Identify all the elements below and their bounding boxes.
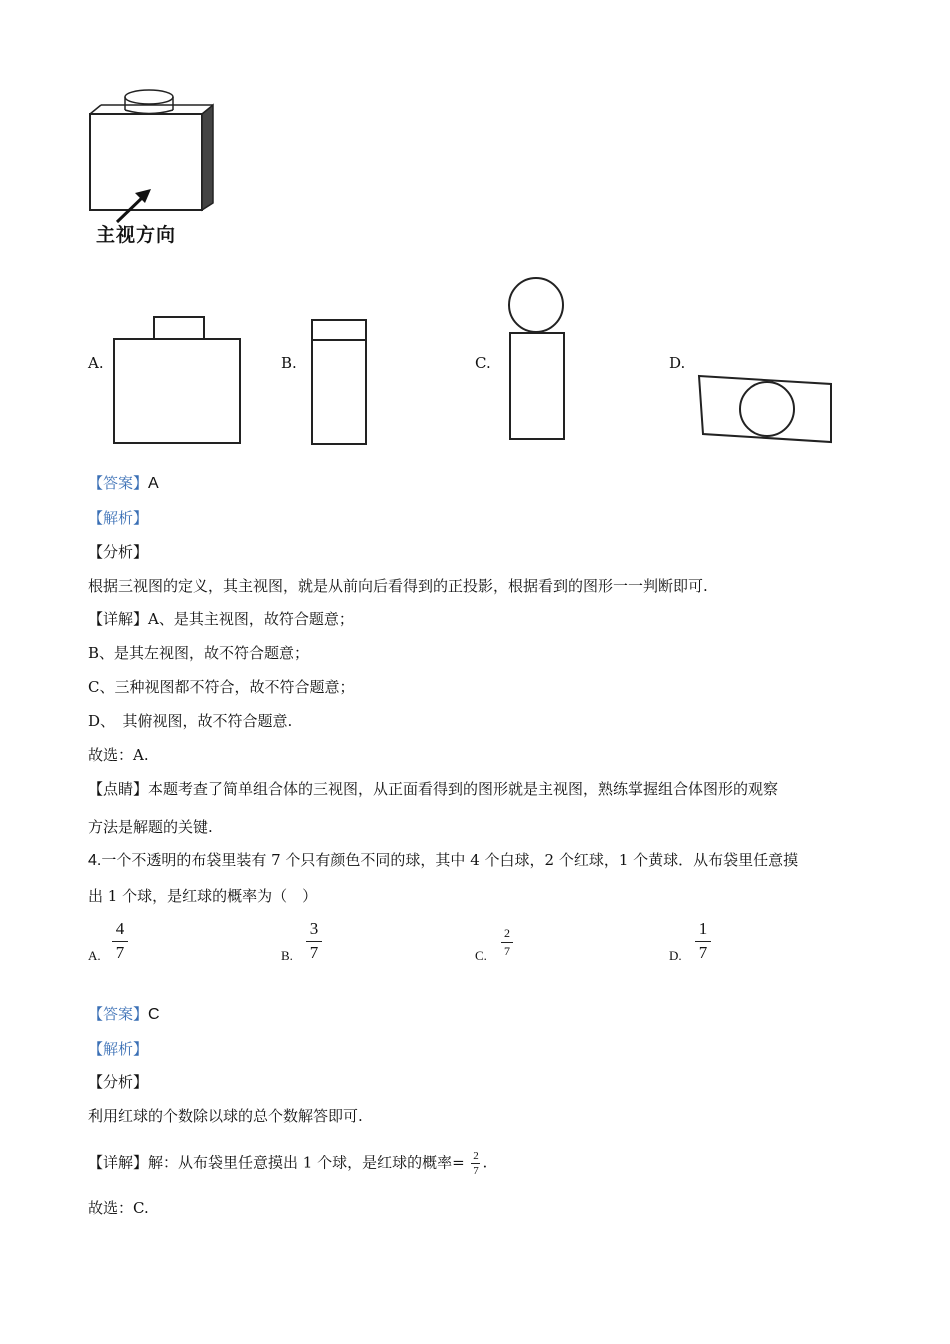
- q4-answer-line: [88, 1004, 160, 1025]
- q4-option-c-num: 2: [504, 926, 510, 940]
- option-d-figure: [697, 370, 837, 450]
- q3-comment-line-1: 【点睛】本题考查了简单组合体的三视图，从正面看得到的图形就是主视图，熟练掌握组合体图形的观察: [88, 780, 779, 798]
- q4-detail-num: 2: [473, 1150, 479, 1162]
- q4-stem-line-1: [88, 850, 798, 871]
- option-c-figure: [505, 275, 575, 445]
- q4-option-a-fraction: [112, 920, 128, 962]
- q4-fenxi-text: 利用红球的个数除以球的总个数解答即可.: [88, 1107, 363, 1125]
- q4-option-b-fraction: [306, 920, 322, 962]
- q4-stem-line-2: 出 1 个球，是红球的概率为（ ）: [88, 887, 318, 905]
- q3-fenxi-text: 根据三视图的定义，其主视图，就是从前向后看得到的正投影，根据看到的图形一一判断即可.: [88, 577, 708, 595]
- solid-figure: [85, 85, 225, 215]
- q4-choice: 故选：C.: [88, 1199, 149, 1217]
- view-direction-label: 主视方向: [96, 225, 177, 246]
- q4-option-d-den: 7: [698, 942, 708, 962]
- q4-detail-fraction: [471, 1150, 480, 1177]
- q3-detail-line-4: D、 其俯视图，故不符合题意.: [88, 712, 293, 730]
- q4-analysis-tag: 【解析】: [88, 1040, 149, 1058]
- q4-answer-value: C: [148, 1006, 160, 1023]
- q4-option-d-num: 1: [698, 919, 708, 938]
- q4-detail-prefix: 【详解】解：从布袋里任意摸出 1 个球，是红球的概率=: [88, 1153, 465, 1172]
- option-c-label: C.: [475, 354, 491, 372]
- q3-answer-tag: 【答案】: [88, 474, 149, 492]
- q4-option-b-label: B.: [281, 948, 293, 963]
- q3-answer-value: A: [148, 475, 159, 492]
- q4-option-c-label: C.: [475, 948, 487, 963]
- q3-detail-line-1: 【详解】A、是其主视图，故符合题意；: [88, 610, 354, 628]
- q4-option-d-label: D.: [669, 948, 682, 963]
- q4-option-d-fraction: [695, 920, 711, 962]
- q3-detail-line-3: C、三种视图都不符合，故不符合题意；: [88, 678, 355, 696]
- option-a-figure: [112, 315, 242, 445]
- q4-fenxi-tag: 【分析】: [88, 1073, 149, 1091]
- q3-fenxi-tag: 【分析】: [88, 543, 149, 561]
- q3-analysis-tag: 【解析】: [88, 509, 149, 527]
- q3-detail-line-2: B、是其左视图，故不符合题意；: [88, 644, 310, 662]
- q4-detail-den: 7: [473, 1165, 479, 1178]
- q4-option-a-den: 7: [115, 942, 125, 962]
- q4-option-c-fraction: [501, 927, 513, 958]
- q4-option-b-num: 3: [309, 919, 319, 938]
- option-b-label: B.: [281, 354, 297, 372]
- q4-option-b-den: 7: [309, 942, 319, 962]
- option-b-figure: [310, 318, 370, 448]
- q4-detail-line: [88, 1150, 487, 1177]
- option-a-label: A.: [88, 354, 104, 372]
- q4-option-a-label: A.: [88, 948, 101, 963]
- q3-comment-line-2: 方法是解题的关键.: [88, 818, 213, 836]
- q3-answer-line: [88, 473, 159, 494]
- q4-answer-tag: 【答案】: [88, 1005, 149, 1023]
- option-d-label: D.: [669, 354, 686, 372]
- q4-option-c-den: 7: [504, 944, 510, 959]
- q4-number: 4.: [88, 852, 102, 869]
- q4-detail-suffix: .: [482, 1153, 488, 1172]
- q4-option-a-num: 4: [115, 919, 125, 938]
- q4-stem-text-1: 一个不透明的布袋里装有 7 个只有颜色不同的球，其中 4 个白球，2 个红球，1 个黄球．从布袋里任意摸: [101, 851, 799, 869]
- q3-choice: 故选：A.: [88, 746, 149, 764]
